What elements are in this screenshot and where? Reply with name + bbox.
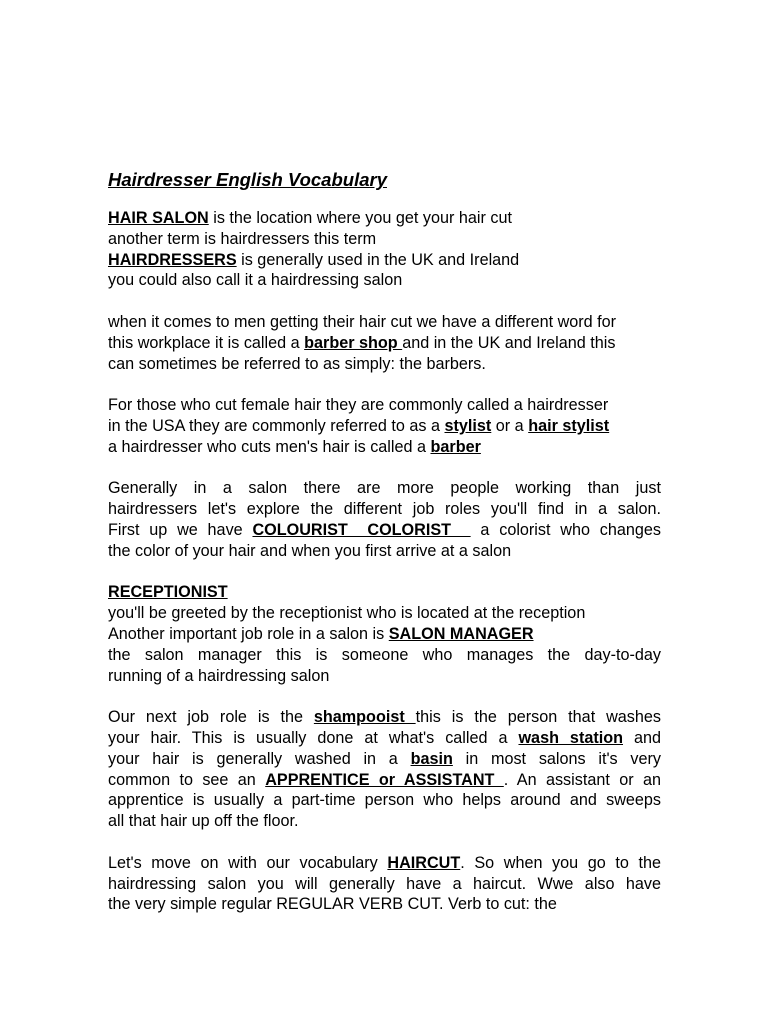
paragraph-shampooist [108,707,661,832]
text-segment: . So when you go to the [460,853,661,872]
text-segment: a hairdresser who cuts men's hair is called a [108,437,431,456]
text-segment: Let's move on with our vocabulary [108,853,388,872]
text-segment: Our next job role is the [108,708,314,727]
text-line: For those who cut female hair they are commonly called a hairdresser [108,396,609,415]
keyword-barber-shop: barber shop [304,333,403,352]
text-segment: in the USA they are commonly referred to as a [108,416,445,435]
text-segment: this workplace it is called a [108,333,305,352]
text-line: you could also call it a hairdressing salon [108,271,403,290]
text-line: all that hair up off the floor. [108,812,299,831]
text-line [108,208,661,229]
text-line: another term is hairdressers this term [108,229,377,248]
text-line: apprentice is usually a part-time person who helps around and sweeps [108,791,661,810]
keyword-colourist-colorist: COLOURIST COLORIST [252,520,471,539]
paragraph-hair-salon [108,208,661,291]
paragraph-receptionist [108,582,661,686]
text-segment: in most salons it's very [452,749,661,768]
text-line: hairdressing salon you will generally have a haircut. Wwe also have [108,874,661,893]
text-segment: this is the person that washes [415,708,661,727]
document-page [108,168,661,915]
text-line [108,624,661,645]
text-segment: a colorist who changes [470,520,661,539]
text-line: the salon manager this is someone who manages the day-to-day [108,645,661,664]
text-line: Generally in a salon there are more people working than just [108,479,661,498]
keyword-stylist: stylist [444,416,492,435]
paragraph-colourist [108,478,661,561]
text-segment: common to see an [108,770,266,789]
text-line [108,333,661,354]
text-segment: your hair. This is usually done at what's called a [108,728,519,747]
keyword-hairdressers: HAIRDRESSERS [108,250,237,269]
text-segment: First up we have [108,520,253,539]
text-line: when it comes to men getting their hair cut we have a different word for [108,312,617,331]
text-line [108,250,661,271]
paragraph-haircut [108,853,661,915]
text-line: the color of your hair and when you first arrive at a salon [108,541,512,560]
text-line [108,437,661,458]
keyword-hair-stylist: hair stylist [528,416,610,435]
text-line: running of a hairdressing salon [108,666,330,685]
text-line: can sometimes be referred to as simply: the barbers. [108,354,486,373]
paragraph-barber-shop [108,312,661,374]
text-line [108,520,661,541]
text-segment: is the location where you get your hair cut [208,209,512,227]
document-title: Hairdresser English Vocabulary [108,169,387,190]
text-line [108,728,661,749]
text-line [108,416,661,437]
text-segment: and in the UK and Ireland this [402,333,616,352]
keyword-receptionist: RECEPTIONIST [108,583,228,602]
keyword-haircut: HAIRCUT [387,853,461,872]
text-segment: Another important job role in a salon is [108,624,389,643]
text-line [108,770,661,791]
keyword-salon-manager: SALON MANAGER [388,624,534,643]
keyword-wash-station: wash station [518,728,623,747]
text-line: you'll be greeted by the receptionist who is located at the reception [108,604,586,623]
text-line: the very simple regular REGULAR VERB CUT. Verb to cut: the [108,895,557,914]
keyword-basin: basin [410,749,453,768]
text-segment: is generally used in the UK and Ireland [236,250,520,269]
keyword-apprentice-assistant: APPRENTICE or ASSISTANT [265,770,504,789]
text-segment: your hair is generally washed in a [108,749,411,768]
text-line [108,749,661,770]
text-line [108,707,661,728]
paragraph-stylist [108,395,661,457]
text-segment: or a [491,416,529,435]
text-line [108,853,661,874]
text-line [108,582,661,603]
text-line: hairdressers let's explore the different job roles you'll find in a salon. [108,500,661,519]
keyword-barber: barber [430,437,481,456]
keyword-shampooist: shampooist [313,708,416,727]
keyword-hair-salon: HAIR SALON [108,209,209,227]
text-segment: and [623,728,661,747]
text-segment: . An assistant or an [503,770,661,789]
